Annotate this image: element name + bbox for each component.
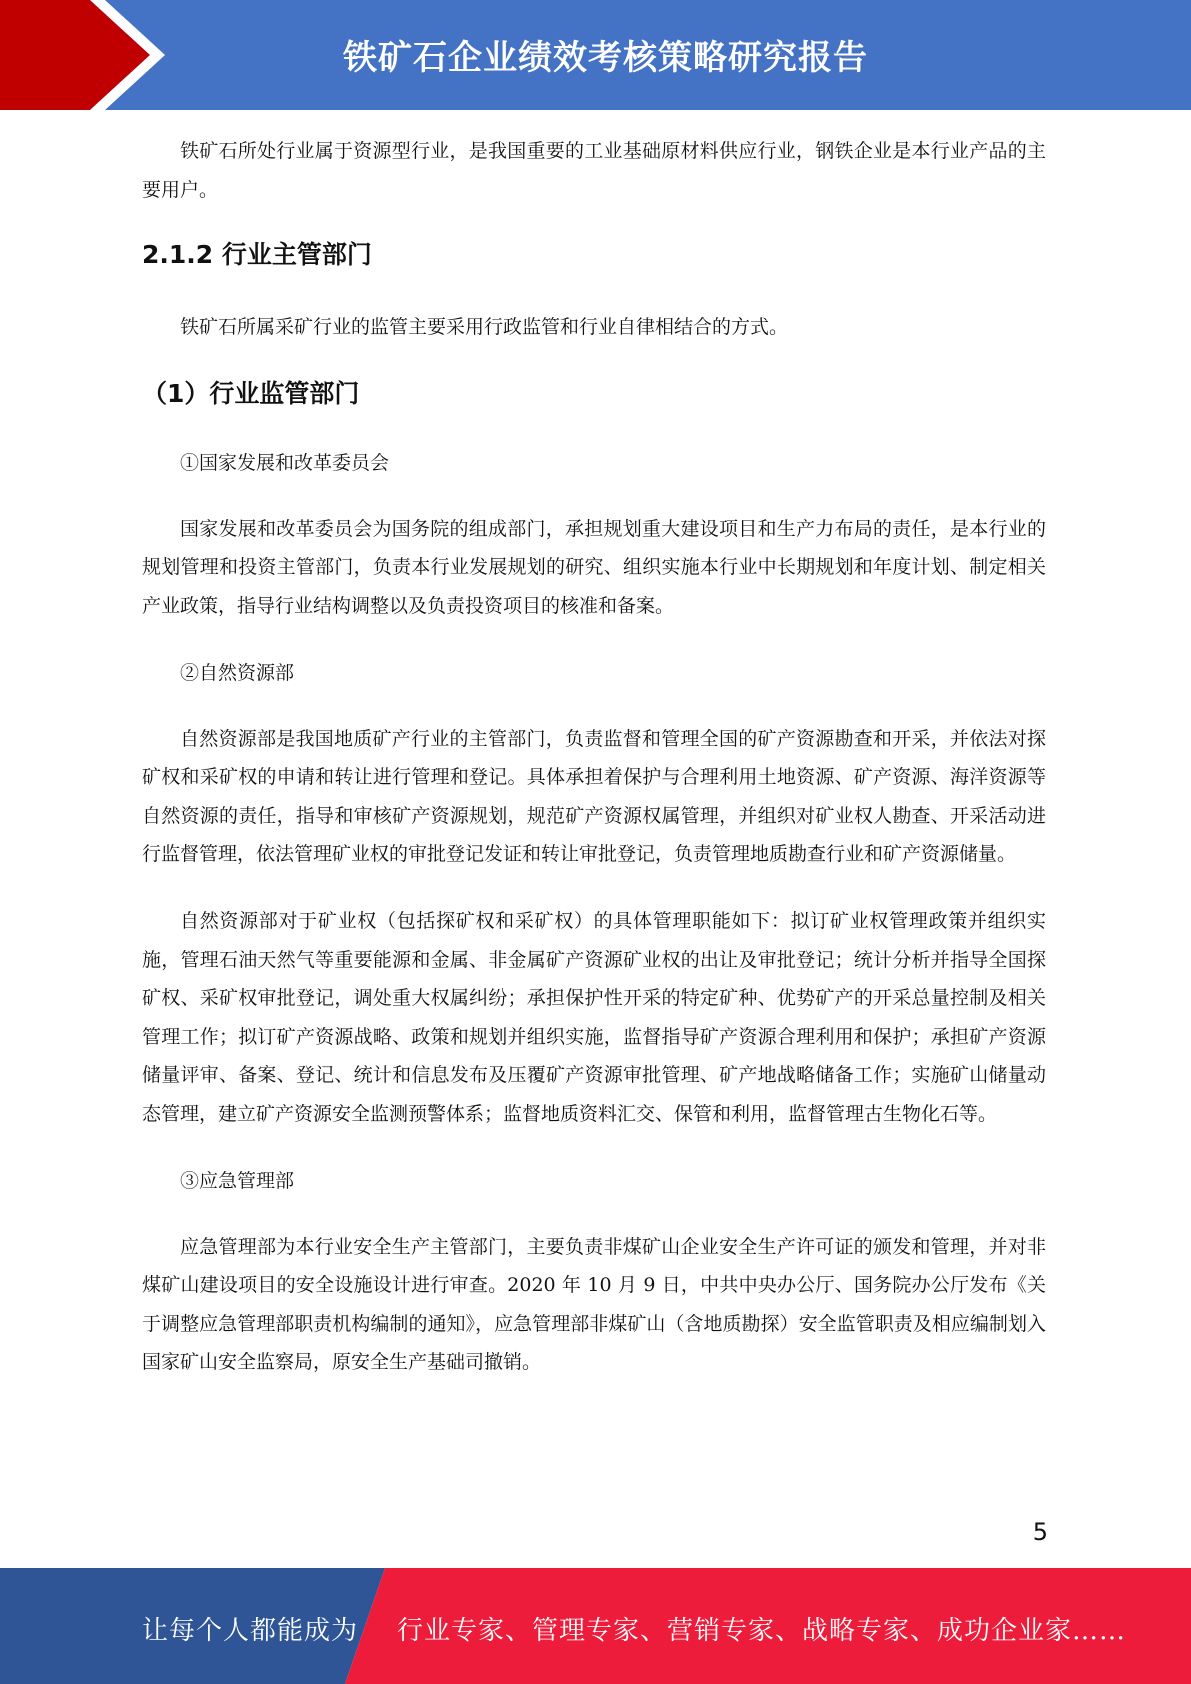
item-mnr-paragraph-1: 自然资源部是我国地质矿产行业的主管部门，负责监督和管理全国的矿产资源勘查和开采，并依法对探矿权和采矿权的申请和转让进行管理和登记。具体承担着保护与合理利用土地资源、矿产资源、海洋资源等自然资源的责任，指导和审核矿产资源规划，规范矿产资源权属管理，并组织对矿业权人勘查、开采活动进行监督管理，依法管理矿业权的审批登记发证和转让审批登记，负责管理地质勘查行业和矿产资源储量。: [142, 727, 1046, 866]
section-intro-paragraph: 铁矿石所属采矿行业的监管主要采用行政监管和行业自律相结合的方式。: [180, 316, 789, 339]
item-mem-title: ③应急管理部: [180, 1169, 295, 1192]
item-mnr-title: ②自然资源部: [180, 661, 295, 684]
item-mem-paragraph: 应急管理部为本行业安全生产主管部门，主要负责非煤矿山企业安全生产许可证的颁发和管理，并对非煤矿山建设项目的安全设施设计进行审查。2020 年 10 月 9 日，中共中央办公厅、国务院办公厅发布《关于调整应急管理部职责机构编制的通知》，应急管理部非煤矿山（含地质勘探）安全监管职责及相应编制划入国家矿山安全监察局，原安全生产基础司撤销。: [142, 1235, 1046, 1374]
subsection-heading: （1）行业监管部门: [142, 378, 360, 408]
report-title: 铁矿石企业绩效考核策略研究报告: [343, 38, 868, 78]
page-footer: [0, 1568, 1191, 1684]
item-mnr-paragraph-2: 自然资源部对于矿业权（包括探矿权和采矿权）的具体管理职能如下：拟订矿业权管理政策并组织实施，管理石油天然气等重要能源和金属、非金属矿产资源矿业权的出让及审批登记；统计分析并指导全国探矿权、采矿权审批登记，调处重大权属纠纷；承担保护性开采的特定矿种、优势矿产的开采总量控制及相关管理工作；拟订矿产资源战略、政策和规划并组织实施，监督指导矿产资源合理利用和保护；承担矿产资源储量评审、备案、登记、统计和信息发布及压覆矿产资源审批管理、矿产地战略储备工作；实施矿山储量动态管理，建立矿产资源安全监测预警体系；监督地质资料汇交、保管和利用，监督管理古生物化石等。: [142, 909, 1046, 1125]
intro-paragraph: 铁矿石所处行业属于资源型行业，是我国重要的工业基础原材料供应行业，钢铁企业是本行业产品的主要用户。: [142, 140, 1046, 201]
section-heading: 2.1.2 行业主管部门: [142, 240, 372, 270]
item-ndrc-title: ①国家发展和改革委员会: [180, 451, 390, 474]
footer-slogan-right: 行业专家、管理专家、营销专家、战略专家、成功企业家……: [397, 1616, 1127, 1646]
page-number: 5: [1032, 1518, 1048, 1546]
document-body: [142, 132, 1046, 1382]
item-ndrc-paragraph: 国家发展和改革委员会为国务院的组成部门，承担规划重大建设项目和生产力布局的责任，是本行业的规划管理和投资主管部门，负责本行业发展规划的研究、组织实施本行业中长期规划和年度计划、制定相关产业政策，指导行业结构调整以及负责投资项目的核准和备案。: [142, 517, 1046, 617]
page-header: [0, 0, 1191, 110]
footer-slogan-left: 让每个人都能成为: [142, 1616, 359, 1646]
